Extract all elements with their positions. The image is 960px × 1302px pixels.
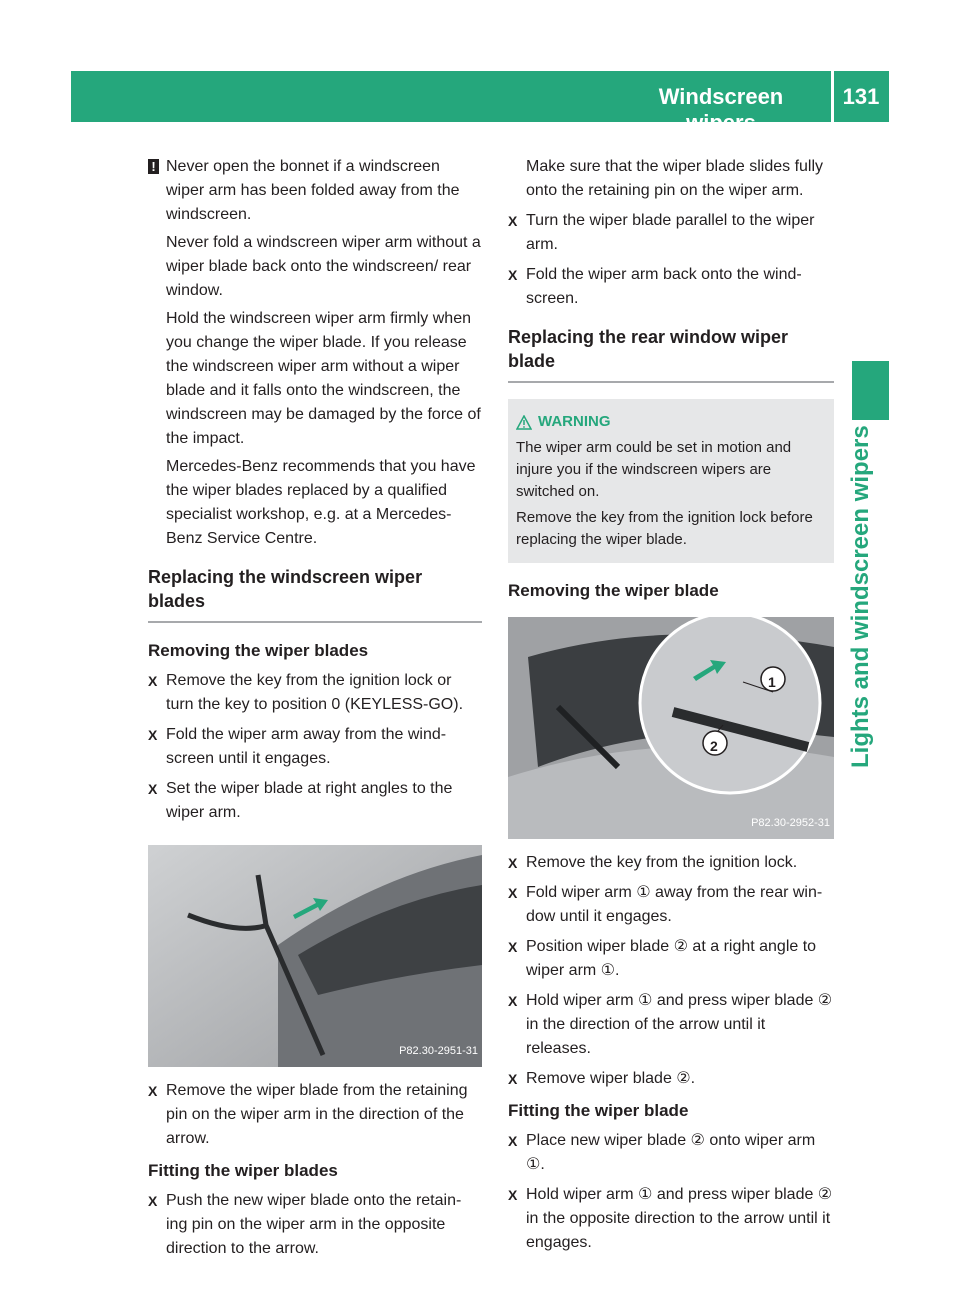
windscreen-wiper-illustration [148, 845, 482, 1067]
x-bullet-icon: X [148, 727, 158, 743]
page-number: 131 [842, 84, 880, 109]
x-bullet-icon: X [508, 939, 518, 955]
warning-paragraph-1: The wiper arm could be set in motion and injure you if the windscreen wipers are switched on. [516, 439, 792, 500]
notice-paragraph-4: Mercedes-Benz recommends that you have the wiper blades replaced by a qualified specialist workshop, e.g. at a Mercedes-Benz Service Centre. [166, 458, 476, 547]
x-bullet-icon: X [148, 673, 158, 689]
callout-2-label: 2 [710, 738, 718, 754]
list-item: X Fold the wiper arm back onto the wind-screen. [508, 263, 834, 311]
warning-header [516, 411, 826, 433]
warning-paragraph-2: Remove the key from the ignition lock before replacing the wiper blade. [516, 509, 813, 548]
list-item: X Turn the wiper blade parallel to the wiper arm. [508, 209, 834, 257]
x-bullet-icon: X [508, 885, 518, 901]
x-bullet-icon: X [508, 993, 518, 1009]
subheading-removing-blades: Removing the wiper blades [148, 641, 369, 660]
figure-code: P82.30-2951-31 [399, 1045, 478, 1057]
section-heading-rear-window: Replacing the rear window wiper blade [508, 325, 834, 383]
notice-paragraph-1: Never open the bonnet if a windscreen wiper arm has been folded away from the windscreen. [166, 158, 460, 223]
rear-wiper-illustration [508, 617, 834, 839]
x-bullet-icon: X [508, 1187, 518, 1203]
notice-block [148, 155, 482, 551]
x-bullet-icon: X [508, 1133, 518, 1149]
x-bullet-icon: X [508, 213, 518, 229]
warning-triangle-icon [516, 415, 532, 430]
list-item: X Remove the wiper blade from the retaining pin on the wiper arm in the direction of the arrow. [148, 1079, 482, 1151]
list-item: X Hold wiper arm ① and press wiper blade ② in the direction of the arrow until it releases. [508, 989, 834, 1061]
list-item: X Push the new wiper blade onto the retain-ing pin on the wiper arm in the opposite direction to the arrow. [148, 1189, 482, 1261]
x-bullet-icon: X [148, 781, 158, 797]
list-item: X Place new wiper blade ② onto wiper arm ①. [508, 1129, 834, 1177]
warning-title: WARNING [538, 413, 611, 430]
subheading-fitting-blade: Fitting the wiper blade [508, 1101, 689, 1120]
left-column [148, 155, 482, 1267]
figure-windscreen-wiper [148, 845, 482, 1067]
list-item: X Remove the key from the ignition lock. [508, 851, 834, 875]
side-tab-label: Lights and windscreen wipers [847, 425, 874, 768]
list-item: X Position wiper blade ② at a right angle to wiper arm ①. [508, 935, 834, 983]
list-item: X Hold wiper arm ① and press wiper blade ② in the opposite direction to the arrow until it engages. [508, 1183, 834, 1255]
page-title: Windscreen wipers [658, 84, 784, 135]
x-bullet-icon: X [148, 1193, 158, 1209]
x-bullet-icon: X [508, 855, 518, 871]
list-item: X Set the wiper blade at right angles to the wiper arm. [148, 777, 482, 825]
warning-box [508, 399, 834, 563]
figure-code: P82.30-2952-31 [751, 817, 830, 829]
list-item: X Remove wiper blade ②. [508, 1067, 834, 1091]
x-bullet-icon: X [508, 267, 518, 283]
section-heading-windscreen: Replacing the windscreen wiper blades [148, 565, 482, 623]
exclamation-icon: ! [148, 159, 159, 174]
list-item: X Remove the key from the ignition lock or turn the key to position 0 (KEYLESS-GO). [148, 669, 482, 717]
figure-rear-wiper [508, 617, 834, 839]
subheading-removing-blade: Removing the wiper blade [508, 581, 719, 600]
right-column [508, 155, 834, 1261]
list-item: X Fold the wiper arm away from the wind-screen until it engages. [148, 723, 482, 771]
notice-paragraph-2: Never fold a windscreen wiper arm without a wiper blade back onto the windscreen/ rear window. [166, 234, 481, 299]
list-item: X Fold wiper arm ① away from the rear win-dow until it engages. [508, 881, 834, 929]
x-bullet-icon: X [148, 1083, 158, 1099]
continued-text: Make sure that the wiper blade slides fully onto the retaining pin on the wiper arm. [526, 158, 824, 199]
notice-paragraph-3: Hold the windscreen wiper arm firmly when you change the wiper blade. If you release the windscreen wiper arm without a wiper blade and it falls onto the windscreen, the windscreen may be damaged by the force of the impact. [166, 310, 481, 447]
side-tab-marker [852, 361, 889, 420]
header-divider [831, 71, 834, 122]
subheading-fitting-blades: Fitting the wiper blades [148, 1161, 338, 1180]
x-bullet-icon: X [508, 1071, 518, 1087]
callout-1-label: 1 [768, 674, 776, 690]
